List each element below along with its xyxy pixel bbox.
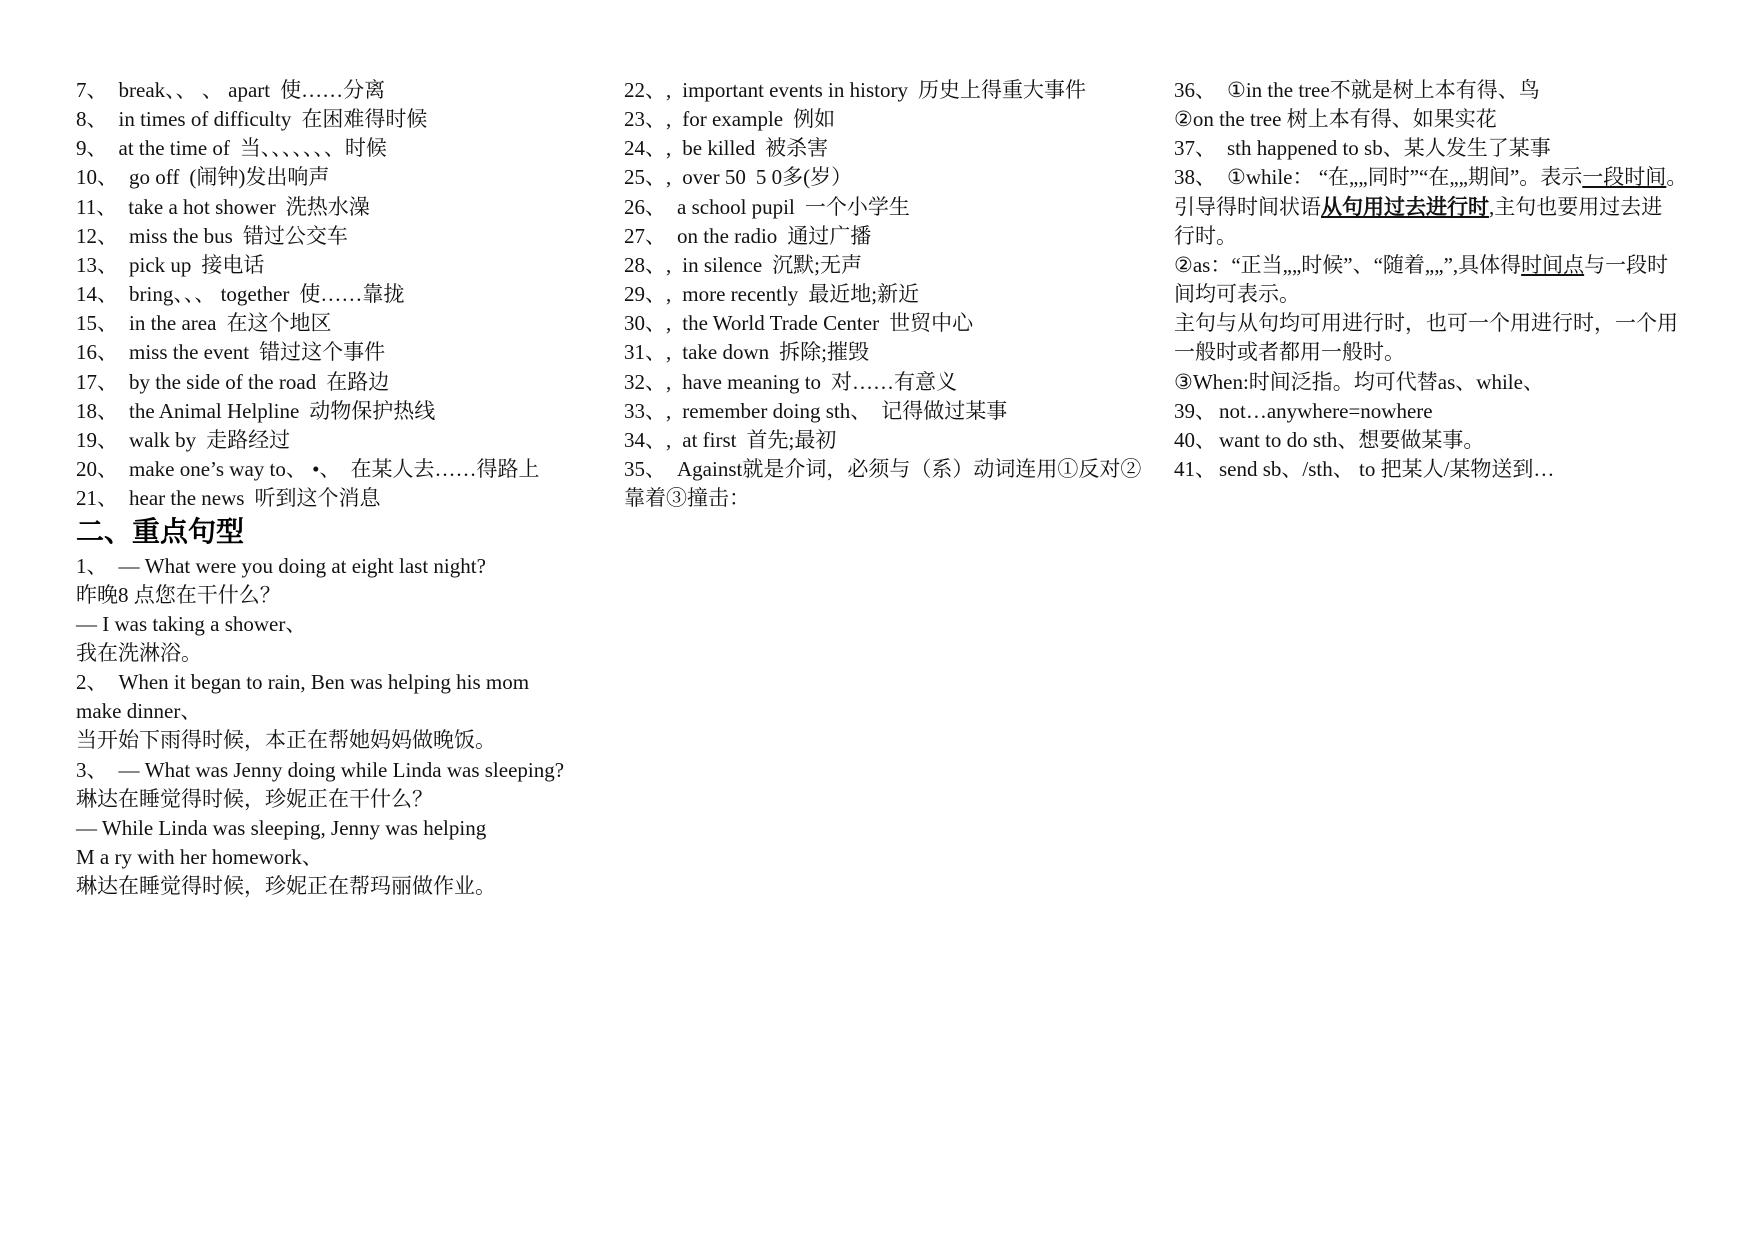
note-text: 引导得时间状语 [1174, 194, 1321, 219]
right-column [1174, 76, 1744, 484]
item-number: 31、, [624, 340, 672, 365]
sentence-text: When it began to rain, Ben was helping his mom [118, 670, 530, 695]
chinese-meaning: 被杀害 [765, 136, 829, 161]
sentence-line [76, 639, 616, 668]
note-item [1174, 455, 1744, 484]
english-phrase: remember doing sth、 [682, 398, 872, 423]
sentence-line [76, 843, 616, 872]
english-phrase: take down [682, 340, 770, 365]
english-phrase: a school pupil [677, 194, 795, 219]
english-phrase: over 50 [682, 165, 746, 190]
note-text: ①while： “在„„同时”“在„„期间”。表示 [1227, 165, 1583, 190]
note-text: sth happened to sb、某人发生了某事 [1227, 136, 1551, 161]
note-text: 间均可表示。 [1174, 282, 1300, 307]
vocab-item [624, 397, 1164, 426]
sentence-line [76, 552, 616, 581]
item-number: 28、, [624, 252, 672, 277]
note-text: ①in the tree不就是树上本有得、鸟 [1227, 78, 1540, 102]
note-line [1174, 105, 1744, 134]
vocab-item [624, 193, 1164, 222]
vocab-item [76, 280, 616, 309]
note-text: ②as：“正当„„时候”、“随着„„”,具体得 [1174, 252, 1522, 277]
vocab-item [76, 368, 616, 397]
sentence-line [76, 726, 616, 755]
sentence-line [76, 756, 616, 785]
english-phrase: take a hot shower [128, 194, 276, 219]
note-line [1174, 338, 1744, 367]
chinese-meaning: 走路经过 [206, 427, 291, 452]
item-number: 8、 [76, 107, 108, 132]
english-phrase: in times of difficulty [118, 107, 292, 132]
english-phrase: have meaning to [682, 369, 822, 394]
vocab-item [76, 76, 616, 105]
note-line [1174, 280, 1744, 309]
english-phrase: at first [682, 427, 737, 452]
note-text: 与一段时 [1584, 252, 1669, 277]
english-phrase: the World Trade Center [682, 311, 880, 336]
vocab-item [624, 338, 1164, 367]
vocab-item [76, 484, 616, 513]
sentence-line [76, 814, 616, 843]
sentence-line [76, 697, 616, 726]
sentence-text: — What was Jenny doing while Linda was sleeping? [118, 757, 565, 782]
chinese-meaning: (闹钟)发出响声 [189, 165, 330, 190]
sentence-text: 琳达在睡觉得时候，珍妮正在帮玛丽做作业。 [76, 874, 496, 899]
english-phrase: the Animal Helpline [129, 398, 300, 423]
vocab-item [76, 251, 616, 280]
note-text: ③When:时间泛指。均可代替as、while、 [1174, 369, 1544, 394]
english-phrase: in the area [129, 311, 217, 336]
note-line [1174, 251, 1744, 280]
sentence-number: 3、 [76, 757, 108, 782]
english-phrase: in silence [682, 252, 763, 277]
vocab-item [76, 338, 616, 367]
chinese-meaning: 5 0多(岁） [755, 165, 853, 190]
note-line [1174, 222, 1744, 251]
chinese-meaning: 对……有意义 [831, 369, 958, 394]
vocab-item [76, 163, 616, 192]
note-text: 。 [1666, 165, 1688, 190]
vocab-item [76, 222, 616, 251]
vocab-item [624, 251, 1164, 280]
chinese-meaning: 最近地;新近 [808, 282, 920, 307]
note-line [1174, 193, 1744, 222]
sentence-text: 当开始下雨得时候，本正在帮她妈妈做晚饭。 [76, 728, 496, 753]
item-number: 40、 [1174, 427, 1216, 452]
note-line [1174, 368, 1744, 397]
english-phrase: on the radio [677, 223, 778, 248]
item-number: 10、 [76, 165, 118, 190]
left-column [76, 76, 616, 901]
english-phrase: break、、 、 apart [118, 78, 271, 102]
item-number: 29、, [624, 282, 672, 307]
chinese-meaning: 拆除;摧毁 [779, 340, 869, 365]
item-number: 24、, [624, 136, 672, 161]
item-number: 30、, [624, 311, 672, 336]
chinese-meaning: 错过这个事件 [259, 340, 386, 365]
sentence-text: 琳达在睡觉得时候，珍妮正在干什么？ [76, 786, 433, 811]
chinese-meaning: 一个小学生 [804, 194, 910, 219]
note-item [1174, 163, 1744, 192]
item-number: 36、 [1174, 78, 1216, 102]
vocab-item [624, 76, 1164, 105]
underlined-text: 时间点 [1521, 252, 1585, 277]
english-phrase: pick up [129, 252, 192, 277]
item-number: 22、, [624, 78, 672, 102]
english-phrase: at the time of [118, 136, 230, 161]
vocab-item [76, 193, 616, 222]
chinese-meaning: 当、、、、、、、时候 [239, 136, 387, 161]
item-number: 32、, [624, 369, 672, 394]
section-heading: 二、重点句型 [76, 516, 245, 548]
note-item [1174, 397, 1744, 426]
chinese-meaning: 首先;最初 [746, 427, 837, 452]
chinese-meaning: 记得做过某事 [881, 398, 1008, 423]
sentence-text: — I was taking a shower、 [76, 611, 307, 636]
item-number: 27、 [624, 223, 666, 248]
item-number: 11、 [76, 194, 118, 219]
vocab-item [624, 426, 1164, 455]
english-phrase: walk by [129, 427, 197, 452]
chinese-meaning: 接电话 [201, 252, 265, 277]
item-number: 41、 [1174, 457, 1216, 482]
vocab-item [624, 368, 1164, 397]
note-text: 靠着③撞击： [624, 486, 750, 511]
english-phrase: miss the event [129, 340, 250, 365]
sentence-line [76, 610, 616, 639]
vocab-item [76, 134, 616, 163]
item-number: 21、 [76, 486, 118, 511]
vocab-item [624, 105, 1164, 134]
vocab-item [76, 397, 616, 426]
english-phrase: for example [682, 107, 784, 132]
item-number: 20、 [76, 457, 118, 482]
item-number: 37、 [1174, 136, 1216, 161]
english-phrase: hear the news [129, 486, 245, 511]
sentence-text: make dinner、 [76, 699, 202, 724]
vocab-item [624, 309, 1164, 338]
english-phrase: be killed [682, 136, 756, 161]
note-item [624, 455, 1164, 484]
vocab-item [76, 105, 616, 134]
note-text: not…anywhere=nowhere [1219, 398, 1433, 423]
vocab-item [76, 426, 616, 455]
item-number: 34、, [624, 427, 672, 452]
item-number: 15、 [76, 311, 118, 336]
vocab-item [624, 280, 1164, 309]
item-number: 26、 [624, 194, 666, 219]
underlined-text: 一段时间 [1582, 165, 1667, 190]
note-text: want to do sth、想要做某事。 [1219, 427, 1485, 452]
note-text: ②on the tree 树上本有得、如果实花 [1174, 107, 1497, 132]
chinese-meaning: 沉默;无声 [772, 252, 862, 277]
note-item [1174, 76, 1744, 105]
english-phrase: miss the bus [129, 223, 233, 248]
item-number: 19、 [76, 427, 118, 452]
item-number: 12、 [76, 223, 118, 248]
item-number: 23、, [624, 107, 672, 132]
chinese-meaning: 使……靠拢 [299, 282, 405, 307]
item-number: 13、 [76, 252, 118, 277]
english-phrase: make one’s way to、 •、 [129, 457, 341, 482]
english-phrase: go off [129, 165, 180, 190]
sentence-number: 2、 [76, 670, 108, 695]
sentence-line [76, 581, 616, 610]
sentence-line [76, 785, 616, 814]
note-text: ,主句也要用过去进 [1489, 194, 1663, 219]
sentence-line [76, 668, 616, 697]
english-phrase: important events in history [682, 78, 908, 102]
sentence-text: 我在洗淋浴。 [76, 641, 202, 665]
note-text: Against就是介词，必须与（系）动词连用①反对② [677, 457, 1142, 482]
sentence-text: M a ry with her homework、 [76, 845, 323, 870]
vocab-item [624, 222, 1164, 251]
chinese-meaning: 在困难得时候 [301, 107, 428, 132]
sentence-line [76, 872, 616, 901]
note-text: send sb、/sth、 to 把某人/某物送到… [1219, 457, 1555, 482]
item-number: 16、 [76, 340, 118, 365]
sentence-text: — While Linda was sleeping, Jenny was helping [76, 815, 487, 840]
chinese-meaning: 在这个地区 [226, 311, 332, 336]
item-number: 35、 [624, 457, 666, 482]
chinese-meaning: 世贸中心 [889, 311, 974, 336]
note-item [1174, 426, 1744, 455]
note-item [1174, 134, 1744, 163]
item-number: 17、 [76, 369, 118, 394]
english-phrase: by the side of the road [129, 369, 317, 394]
item-number: 9、 [76, 136, 108, 161]
chinese-meaning: 错过公交车 [242, 223, 348, 248]
chinese-meaning: 听到这个消息 [254, 486, 381, 511]
chinese-meaning: 洗热水澡 [285, 194, 370, 219]
chinese-meaning: 使……分离 [280, 78, 386, 102]
item-number: 33、, [624, 398, 672, 423]
vocab-item [76, 309, 616, 338]
item-number: 18、 [76, 398, 118, 423]
note-text: 一般时或者都用一般时。 [1174, 340, 1405, 365]
vocab-item [624, 163, 1164, 192]
sentence-text: 昨晚8 点您在干什么？ [76, 582, 281, 607]
emphasized-text: 从句用过去进行时 [1321, 194, 1489, 219]
item-number: 7、 [76, 78, 108, 102]
chinese-meaning: 通过广播 [787, 223, 872, 248]
chinese-meaning: 在某人去……得路上 [350, 457, 540, 482]
sentence-number: 1、 [76, 553, 108, 578]
item-number: 25、, [624, 165, 672, 190]
note-line [1174, 309, 1744, 338]
chinese-meaning: 例如 [793, 107, 836, 132]
vocab-item [624, 134, 1164, 163]
chinese-meaning: 在路边 [326, 369, 390, 394]
note-text: 行时。 [1174, 223, 1237, 248]
english-phrase: bring、、、 together [129, 282, 290, 307]
vocab-item [76, 455, 616, 484]
note-text: 主句与从句均可用进行时，也可一个用进行时，一个用 [1174, 311, 1678, 336]
chinese-meaning: 动物保护热线 [309, 398, 436, 423]
sentence-text: — What were you doing at eight last night? [118, 553, 486, 578]
item-number: 38、 [1174, 165, 1216, 190]
item-number: 14、 [76, 282, 118, 307]
english-phrase: more recently [682, 282, 799, 307]
item-number: 39、 [1174, 398, 1216, 423]
chinese-meaning: 历史上得重大事件 [917, 78, 1086, 102]
middle-column [624, 76, 1164, 513]
note-line [624, 484, 1164, 513]
